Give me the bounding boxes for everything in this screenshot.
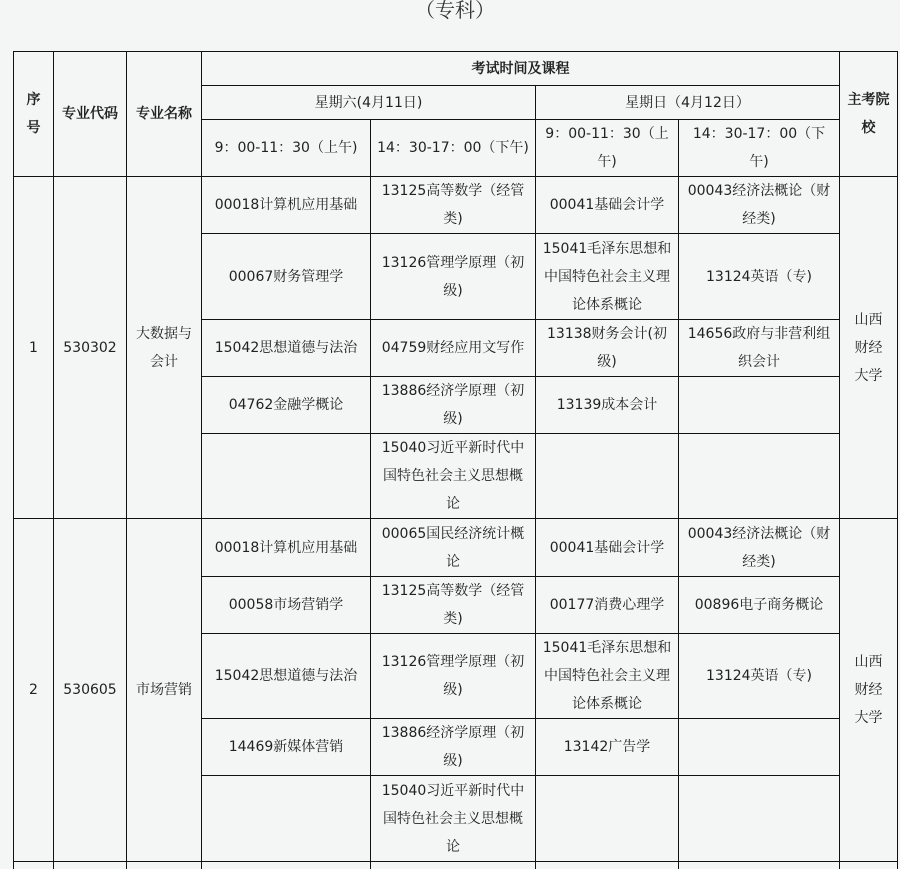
empty-cell	[536, 862, 679, 869]
empty-cell	[54, 862, 127, 869]
course-cell: 15042思想道德与法治	[202, 634, 371, 719]
seq-cell: 1	[14, 177, 54, 519]
course-cell: 15041毛泽东思想和中国特色社会主义理论体系概论	[536, 634, 679, 719]
course-cell: 13126管理学原理（初级)	[371, 634, 536, 719]
header-school: 主考院校	[840, 52, 898, 177]
course-cell: 00018计算机应用基础	[202, 177, 371, 234]
course-cell: 00058市场营销学	[202, 577, 371, 634]
exam-schedule-table	[13, 51, 898, 869]
course-cell	[679, 434, 840, 519]
header-day-saturday: 星期六(4月11日)	[202, 86, 536, 120]
school-cell: 山西财经大学	[840, 519, 898, 862]
course-cell: 00018计算机应用基础	[202, 519, 371, 577]
course-cell	[202, 776, 371, 862]
course-cell	[679, 719, 840, 776]
table-row	[14, 519, 898, 577]
empty-cell	[202, 862, 371, 869]
school-cell: 山西财经大学	[840, 177, 898, 519]
course-cell: 13124英语（专)	[679, 234, 840, 320]
major-code-cell: 530605	[54, 519, 127, 862]
empty-cell	[679, 862, 840, 869]
course-cell: 13886经济学原理（初级)	[371, 719, 536, 776]
course-cell: 15040习近平新时代中国特色社会主义思想概论	[371, 776, 536, 862]
course-cell	[202, 434, 371, 519]
major-code-cell: 530302	[54, 177, 127, 519]
course-cell: 00043经济法概论（财经类)	[679, 177, 840, 234]
course-cell: 00067财务管理学	[202, 234, 371, 320]
course-cell: 13886经济学原理（初级)	[371, 377, 536, 434]
header-slot-sat-am: 9：00-11：30（上午)	[202, 120, 371, 177]
header-major-name: 专业名称	[127, 52, 202, 177]
course-cell: 00065国民经济统计概论	[371, 519, 536, 577]
course-cell: 04759财经应用文写作	[371, 320, 536, 377]
empty-cell	[840, 862, 898, 869]
empty-cell	[371, 862, 536, 869]
table-row	[14, 177, 898, 234]
header-slot-sun-pm: 14：30-17：00（下午)	[679, 120, 840, 177]
course-cell: 00043经济法概论（财经类)	[679, 519, 840, 577]
course-cell	[679, 776, 840, 862]
course-cell: 15042思想道德与法治	[202, 320, 371, 377]
major-name-cell: 大数据与会计	[127, 177, 202, 519]
course-cell: 14469新媒体营销	[202, 719, 371, 776]
course-cell: 13142广告学	[536, 719, 679, 776]
table-row-partial	[14, 862, 898, 869]
header-exam-group: 考试时间及课程	[202, 52, 840, 86]
course-cell	[679, 377, 840, 434]
header-major-code: 专业代码	[54, 52, 127, 177]
course-cell: 15041毛泽东思想和中国特色社会主义理论体系概论	[536, 234, 679, 320]
course-cell: 00041基础会计学	[536, 177, 679, 234]
course-cell: 13139成本会计	[536, 377, 679, 434]
header-seq: 序号	[14, 52, 54, 177]
course-cell: 15040习近平新时代中国特色社会主义思想概论	[371, 434, 536, 519]
course-cell: 14656政府与非营利组织会计	[679, 320, 840, 377]
header-slot-sun-am: 9：00-11：30（上午)	[536, 120, 679, 177]
course-cell: 13124英语（专)	[679, 634, 840, 719]
course-cell: 13125高等数学（经管类)	[371, 177, 536, 234]
seq-cell: 2	[14, 519, 54, 862]
empty-cell	[127, 862, 202, 869]
course-cell	[536, 434, 679, 519]
course-cell: 00896电子商务概论	[679, 577, 840, 634]
empty-cell	[14, 862, 54, 869]
course-cell	[536, 776, 679, 862]
course-cell: 13138财务会计(初级)	[536, 320, 679, 377]
course-cell: 00041基础会计学	[536, 519, 679, 577]
header-day-sunday: 星期日（4月12日）	[536, 86, 840, 120]
course-cell: 04762金融学概论	[202, 377, 371, 434]
page-title: （专科）	[415, 0, 495, 22]
major-name-cell: 市场营销	[127, 519, 202, 862]
course-cell: 13125高等数学（经管类)	[371, 577, 536, 634]
course-cell: 13126管理学原理（初级)	[371, 234, 536, 320]
header-slot-sat-pm: 14：30-17：00（下午)	[371, 120, 536, 177]
course-cell: 00177消费心理学	[536, 577, 679, 634]
